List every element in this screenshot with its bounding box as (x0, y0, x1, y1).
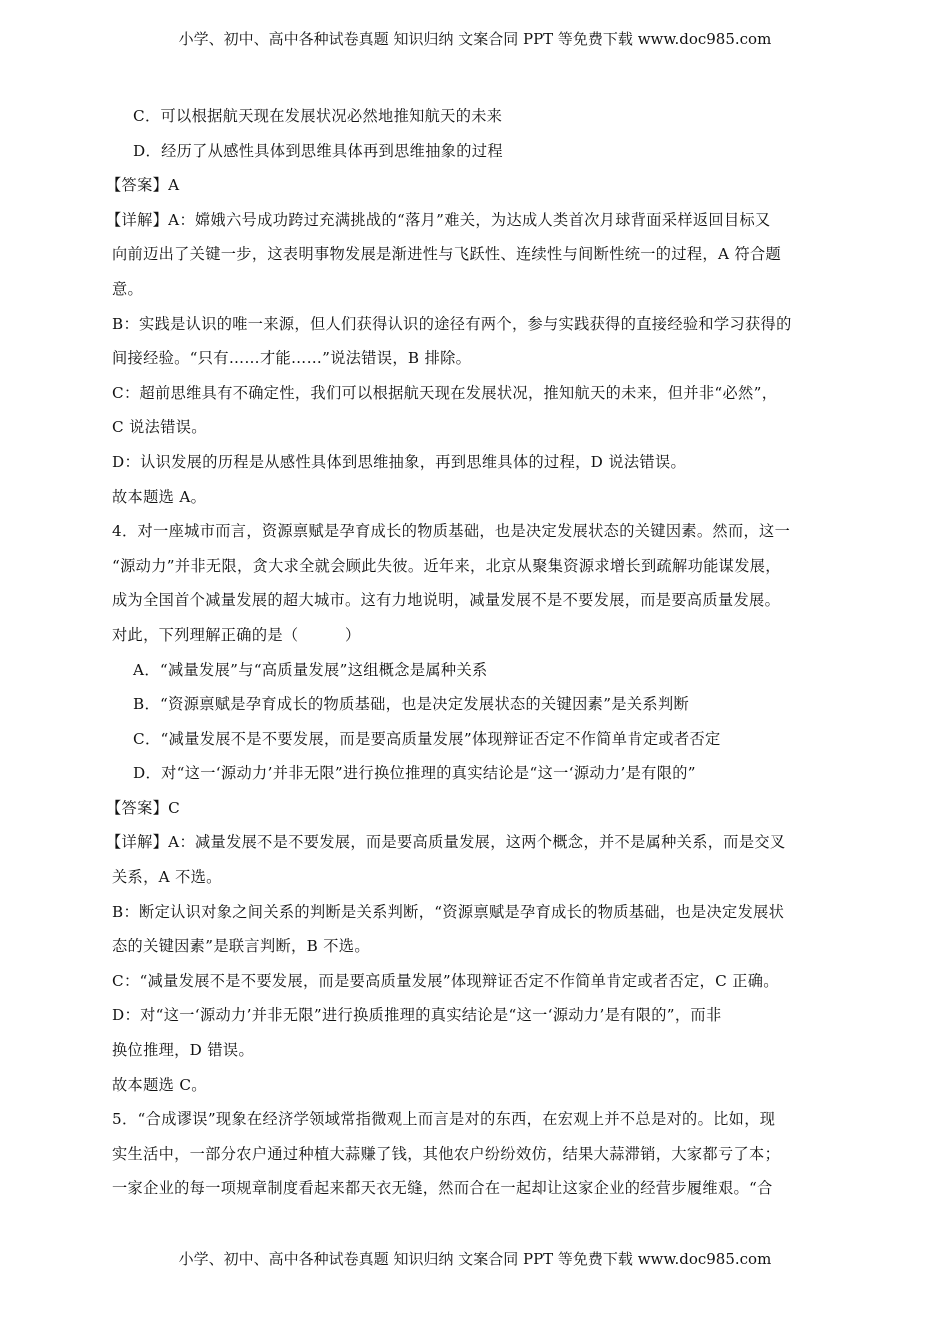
explanation-q4-line: C：“减量发展不是不要发展，而是要高质量发展”体现辩证否定不作简单肯定或者否定，C 正确。 (112, 971, 779, 990)
explanation-q3-line: 间接经验。“只有……才能……”说法错误，B 排除。 (112, 349, 472, 368)
explanation-q3-line: B：实践是认识的唯一来源，但人们获得认识的途径有两个，参与实践获得的直接经验和学习获得的 (112, 314, 792, 333)
question-5-stem: 实生活中，一部分农户通过种植大蒜赚了钱，其他农户纷纷效仿，结果大蒜滞销，大家都亏了本； (112, 1144, 781, 1163)
explanation-q4-line: 态的关键因素”是联言判断，B 不选。 (112, 937, 370, 956)
explanation-q4-line: 换位推理，D 错误。 (112, 1041, 255, 1060)
answer-q3: 【答案】A (106, 176, 180, 195)
question-5-stem: 一家企业的每一项规章制度看起来都天衣无缝，然而合在一起却让这家企业的经营步履维艰。“合 (112, 1179, 773, 1198)
explanation-q3-line: 意。 (112, 279, 144, 298)
explanation-q3-line: 【详解】A：嫦娥六号成功跨过充满挑战的“落月”难关，为达成人类首次月球背面采样返回目标又 (106, 210, 771, 229)
question-4-stem: 成为全国首个减量发展的超大城市。这有力地说明，减量发展不是不要发展，而是要高质量发展。 (112, 591, 781, 610)
option-c-q3: C．可以根据航天现在发展状况必然地推知航天的未来 (133, 107, 503, 125)
explanation-q3-line: D：认识发展的历程是从感性具体到思维抽象，再到思维具体的过程，D 说法错误。 (112, 452, 687, 471)
option-b-q4: B．“资源禀赋是孕育成长的物质基础，也是决定发展状态的关键因素”是关系判断 (133, 695, 690, 714)
explanation-q4-line: 关系，A 不选。 (112, 868, 222, 887)
conclusion-q3: 故本题选 A。 (112, 487, 207, 506)
option-d-q4: D．对“这一‘源动力’并非无限”进行换位推理的真实结论是“这一‘源动力’是有限的” (133, 764, 696, 783)
option-c-q4: C．“减量发展不是不要发展，而是要高质量发展”体现辩证否定不作简单肯定或者否定 (133, 729, 721, 748)
explanation-q3-line: C 说法错误。 (112, 418, 207, 437)
question-4-stem: 4．对一座城市而言，资源禀赋是孕育成长的物质基础，也是决定发展状态的关键因素。然而，这一 (112, 522, 791, 541)
option-a-q4: A．“减量发展”与“高质量发展”这组概念是属种关系 (133, 660, 488, 679)
answer-q4: 【答案】C (106, 798, 181, 817)
page-header: 小学、初中、高中各种试卷真题 知识归纳 文案合同 PPT 等免费下载 www.doc985.com (178, 30, 772, 48)
explanation-q4-line: B：断定认识对象之间关系的判断是关系判断，“资源禀赋是孕育成长的物质基础，也是决定发展状 (112, 902, 785, 921)
option-d-q3: D．经历了从感性具体到思维具体再到思维抽象的过程 (133, 141, 503, 160)
document-body (106, 102, 840, 1209)
explanation-q3-line: 向前迈出了关键一步，这表明事物发展是渐进性与飞跃性、连续性与间断性统一的过程，A 符合题 (112, 245, 782, 264)
question-4-stem: “源动力”并非无限，贪大求全就会顾此失彼。近年来，北京从聚集资源求增长到疏解功能谋发展， (112, 556, 781, 575)
explanation-q3-line: C：超前思维具有不确定性，我们可以根据航天现在发展状况，推知航天的未来，但并非“必然”， (112, 383, 778, 402)
question-4-prompt: 对此，下列理解正确的是（ ） (112, 625, 361, 644)
explanation-q4-line: D：对“这一‘源动力’并非无限”进行换质推理的真实结论是“这一‘源动力’是有限的”，而非 (112, 1006, 722, 1025)
page-footer: 小学、初中、高中各种试卷真题 知识归纳 文案合同 PPT 等免费下载 www.doc985.com (178, 1250, 772, 1268)
question-5-stem: 5．“合成谬误”现象在经济学领域常指微观上而言是对的东西，在宏观上并不总是对的。比如，现 (112, 1110, 776, 1129)
conclusion-q4: 故本题选 C。 (112, 1075, 207, 1094)
explanation-q4-line: 【详解】A：减量发展不是不要发展，而是要高质量发展，这两个概念，并不是属种关系，而是交叉 (106, 833, 786, 852)
